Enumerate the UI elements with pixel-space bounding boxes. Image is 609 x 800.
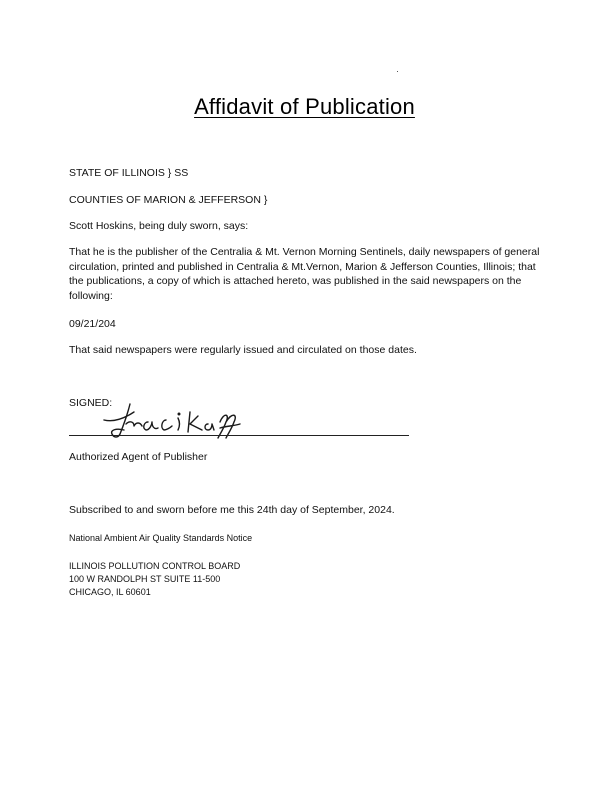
notice-title: National Ambient Air Quality Standards Notice xyxy=(69,533,253,543)
publication-date: 09/21/204 xyxy=(69,318,116,330)
sworn-line: Scott Hoskins, being duly sworn, says: xyxy=(69,220,249,232)
signature-line xyxy=(69,435,409,436)
document-title: Affidavit of Publication xyxy=(194,94,415,119)
address-line-1: ILLINOIS POLLUTION CONTROL BOARD xyxy=(69,561,241,571)
address-line-3: CHICAGO, IL 60601 xyxy=(69,587,151,597)
counties-line: COUNTIES OF MARION & JEFFERSON } xyxy=(69,194,268,206)
address-line-2: 100 W RANDOLPH ST SUITE 11-500 xyxy=(69,574,221,584)
handwritten-signature xyxy=(100,398,250,440)
scan-speck xyxy=(397,71,398,72)
state-line: STATE OF ILLINOIS } SS xyxy=(69,167,189,179)
agent-label: Authorized Agent of Publisher xyxy=(69,451,208,463)
subscribed-line: Subscribed to and sworn before me this 24th day of September, 2024. xyxy=(69,504,395,516)
body-paragraph: That he is the publisher of the Centralia & Mt. Vernon Morning Sentinels, daily newspapers of general circulation, printed and published in Centralia & Mt.Vernon, Marion & Jefferson Counties, Illinois; that the publications, a copy of which is attached hereto, was published in the said newspapers on the following: xyxy=(69,246,540,302)
issued-line: That said newspapers were regularly issued and circulated on those dates. xyxy=(69,344,417,356)
signed-label: SIGNED: xyxy=(69,397,113,409)
